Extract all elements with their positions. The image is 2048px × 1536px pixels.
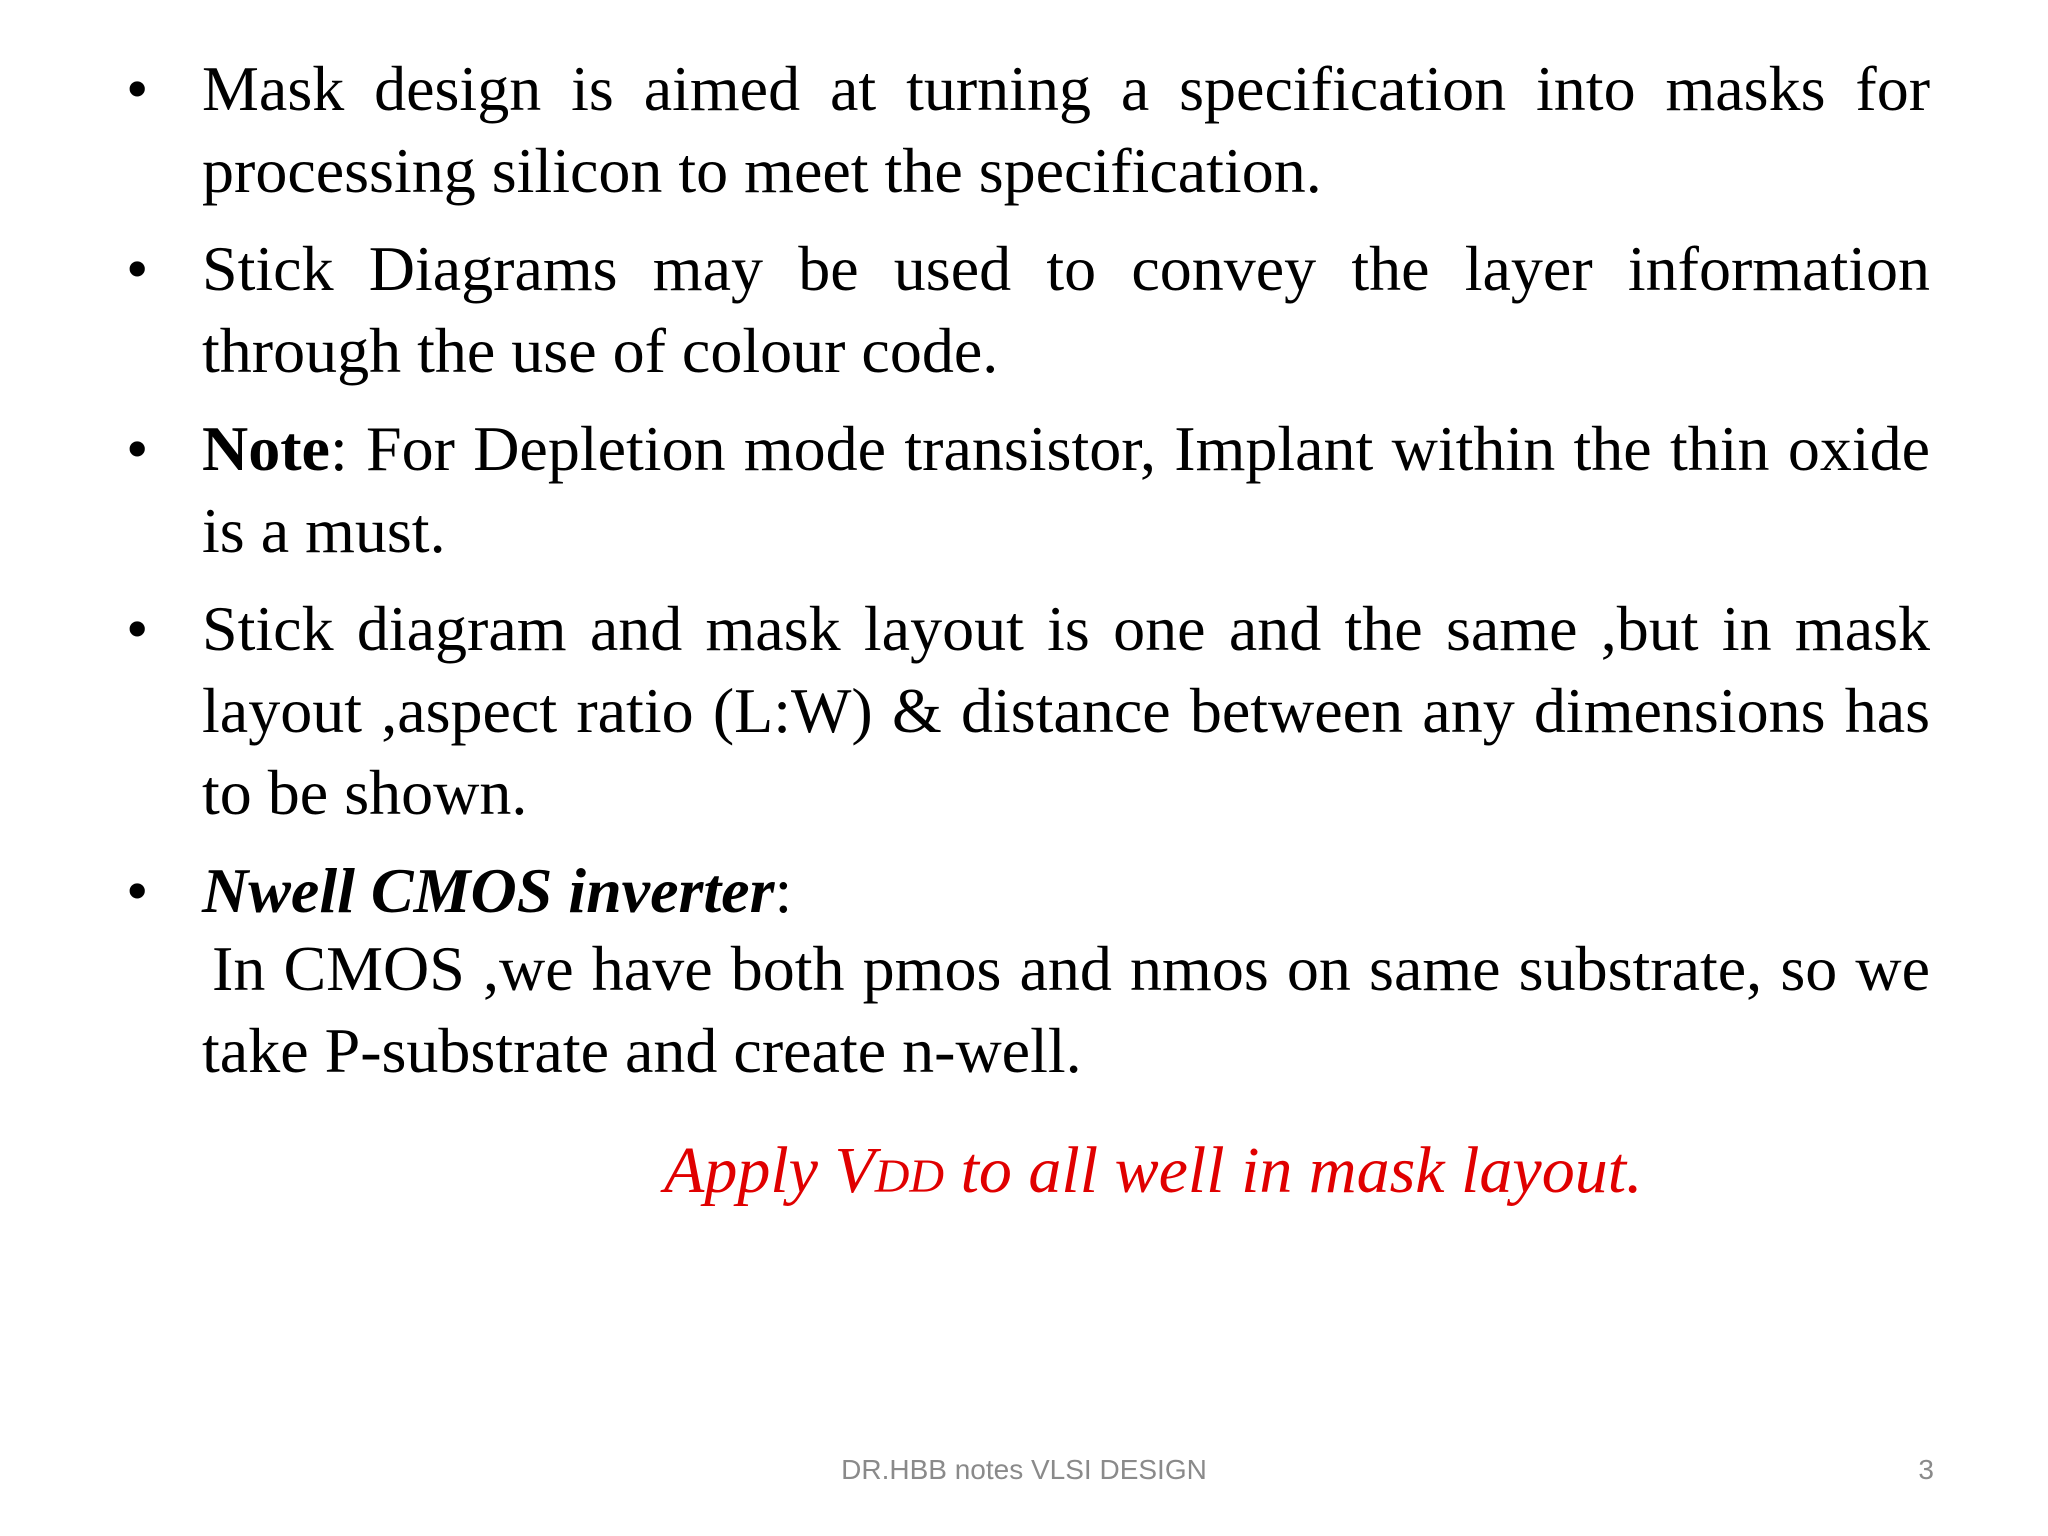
bullet-text: Mask design is aimed at turning a specification into masks for processing silicon to meet the specification.	[202, 53, 1930, 206]
note-label: Note	[202, 413, 330, 484]
bullet-item-mask-design	[118, 48, 1930, 212]
bullet-item-stick-vs-mask	[118, 588, 1930, 834]
bullet-text: :	[774, 855, 793, 926]
page-number: 3	[1918, 1454, 1934, 1485]
bullet-item-stick-diagrams	[118, 228, 1930, 392]
bullet-text: Stick Diagrams may be used to convey the layer information through the use of colour code.	[202, 233, 1930, 386]
slide-footer: DR.HBB notes VLSI DESIGN	[841, 1454, 1207, 1485]
bullet-icon: •	[126, 855, 149, 926]
note-suffix: to all well in mask layout.	[944, 1134, 1643, 1207]
cmos-paragraph	[118, 928, 1930, 1092]
note-prefix: Apply V	[664, 1134, 875, 1207]
bullet-icon: •	[126, 413, 149, 484]
note-subscript: DD	[874, 1150, 945, 1203]
bullet-text: Stick diagram and mask layout is one and the same ,but in mask layout ,aspect ratio (L:W) & distance between any dimensions has to be shown.	[202, 593, 1930, 828]
slide-content	[118, 48, 1930, 1092]
bullet-item-note	[118, 408, 1930, 572]
vdd-note	[664, 1130, 1643, 1218]
bullet-item-nwell-cmos	[118, 850, 1930, 932]
paragraph-text: In CMOS ,we have both pmos and nmos on same substrate, so we take P-substrate and create n-well.	[202, 933, 1930, 1086]
bullet-icon: •	[126, 53, 149, 124]
bullet-list	[118, 48, 1930, 932]
nwell-heading: Nwell CMOS inverter	[202, 855, 775, 926]
bullet-icon: •	[126, 233, 149, 304]
bullet-text: : For Depletion mode transistor, Implant within the thin oxide is a must.	[202, 413, 1930, 566]
bullet-icon: •	[126, 593, 149, 664]
